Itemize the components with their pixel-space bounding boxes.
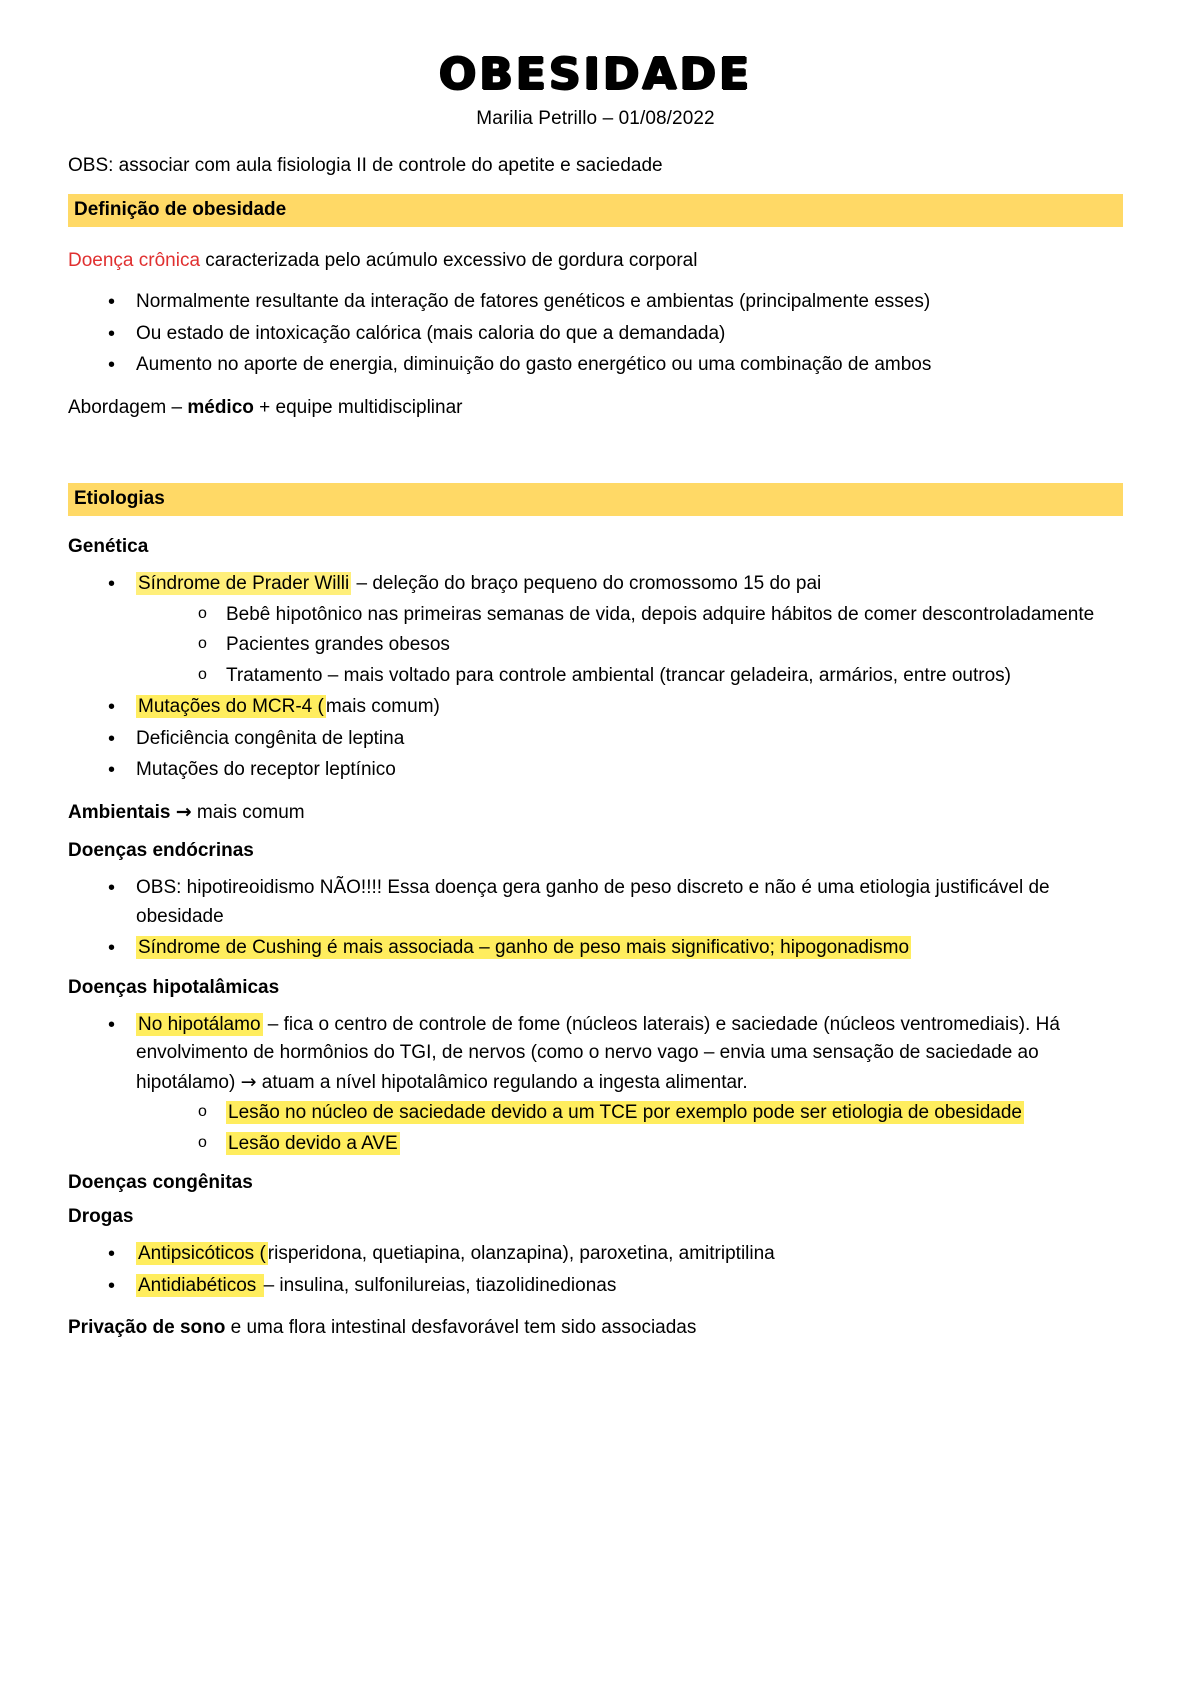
- mcr4-highlight: Mutações do MCR-4 (: [138, 696, 324, 718]
- drogas-bullet-list: [68, 1240, 1123, 1300]
- arrow-icon: →: [240, 1070, 257, 1093]
- lesao-tce-highlight: Lesão no núcleo de saciedade devido a um TCE por exemplo pode ser etiologia de obesidade: [228, 1102, 1022, 1124]
- no-hipotalamo-tail: atuam a nível hipotalâmico regulando a ingesta alimentar.: [256, 1071, 748, 1093]
- list-item: • Deficiência congênita de leptina: [106, 725, 1123, 754]
- subheading-congenitas: Doenças congênitas: [68, 1172, 253, 1194]
- list-item: o Bebê hipotônico nas primeiras semanas de vida, depois adquire hábitos de comer descontroladamente: [196, 601, 1123, 630]
- section-header-definicao: Definição de obesidade: [68, 194, 1123, 227]
- list-item: • Mutações do receptor leptínico: [106, 756, 1123, 785]
- section-header-etiologias: Etiologias: [68, 483, 1123, 516]
- list-item: [196, 1099, 1123, 1128]
- prader-willi-sublist: [136, 601, 1123, 691]
- definicao-lead: [68, 247, 1123, 275]
- definicao-lead-rest: caracterizada pelo acúmulo excessivo de gordura corporal: [200, 249, 698, 271]
- subheading-hipotalamicas: Doenças hipotalâmicas: [68, 976, 280, 998]
- definicao-bullet-list: [68, 288, 1123, 380]
- abordagem-line: [68, 394, 1123, 422]
- subheading-genetica: Genética: [68, 536, 149, 558]
- list-item: [106, 1272, 1123, 1301]
- arrow-icon: →: [175, 800, 192, 823]
- hipotalamicas-bullet-list: [68, 1011, 1123, 1159]
- author-date-byline: Marilia Petrillo – 01/08/2022: [476, 108, 715, 130]
- privacao-sono-line: [68, 1314, 1123, 1342]
- list-item: • OBS: hipotireoidismo NÃO!!!! Essa doença gera ganho de peso discreto e não é uma etiologia justificável de obesidade: [106, 874, 1123, 931]
- antipsicoticos-highlight: Antipsicóticos (: [138, 1243, 266, 1265]
- prader-willi-rest: – deleção do braço pequeno do cromossomo 15 do pai: [351, 573, 822, 595]
- definicao-lead-emphasis: Doença crônica: [68, 249, 201, 271]
- list-item: • Aumento no aporte de energia, diminuição do gasto energético ou uma combinação de ambos: [106, 351, 1123, 380]
- list-item: o Pacientes grandes obesos: [196, 631, 1123, 660]
- list-item: [106, 934, 1123, 963]
- prader-willi-highlight: Síndrome de Prader Willi: [138, 573, 350, 595]
- genetica-bullet-list: [68, 570, 1123, 785]
- antipsicoticos-rest: risperidona, quetiapina, olanzapina), paroxetina, amitriptilina: [267, 1243, 775, 1265]
- ambientais-rest: mais comum: [191, 801, 305, 823]
- list-item: [106, 1240, 1123, 1269]
- abordagem-suffix: + equipe multidisciplinar: [253, 396, 463, 418]
- lesao-ave-highlight: Lesão devido a AVE: [228, 1132, 398, 1154]
- page-title: OBESIDADE: [438, 49, 753, 100]
- abordagem-prefix: Abordagem –: [68, 396, 188, 418]
- privacao-sono-rest: e uma flora intestinal desfavorável tem sido associadas: [225, 1317, 697, 1339]
- list-item: [106, 570, 1123, 690]
- ambientais-line: [68, 799, 1123, 827]
- list-item: o Tratamento – mais voltado para controle ambiental (trancar geladeira, armários, entre outros): [196, 662, 1123, 691]
- subheading-drogas: Drogas: [68, 1206, 134, 1228]
- abordagem-bold: médico: [187, 396, 254, 418]
- top-note: OBS: associar com aula fisiologia II de controle do apetite e saciedade: [68, 155, 663, 177]
- list-item: [196, 1130, 1123, 1159]
- no-hipotalamo-highlight: No hipotálamo: [138, 1013, 261, 1035]
- ambientais-bold: Ambientais: [68, 801, 171, 823]
- list-item: [106, 693, 1123, 722]
- subheading-endocrinas: Doenças endócrinas: [68, 840, 254, 862]
- no-hipotalamo-rest: – fica o centro de controle de fome (núcleos laterais) e saciedade (núcleos ventromediais). Há envolvimento de hormônios do TGI, de nervos (como o nervo vago – envia uma sensação de saciedade ao hipotálamo): [136, 1013, 1060, 1093]
- cushing-highlight: Síndrome de Cushing é mais associada – ganho de peso mais significativo; hipogonadismo: [138, 937, 910, 959]
- list-item: • Ou estado de intoxicação calórica (mais caloria do que a demandada): [106, 320, 1123, 349]
- hipotalamicas-sublist: [136, 1099, 1123, 1158]
- list-item: [106, 1011, 1123, 1159]
- list-item: • Normalmente resultante da interação de fatores genéticos e ambientas (principalmente esses): [106, 288, 1123, 317]
- privacao-sono-bold: Privação de sono: [68, 1317, 226, 1339]
- antidiabeticos-rest: – insulina, sulfonilureias, tiazolidinedionas: [263, 1274, 617, 1296]
- endocrinas-bullet-list: [68, 874, 1123, 963]
- antidiabeticos-highlight: Antidiabéticos: [138, 1274, 262, 1296]
- mcr4-rest: mais comum): [325, 696, 440, 718]
